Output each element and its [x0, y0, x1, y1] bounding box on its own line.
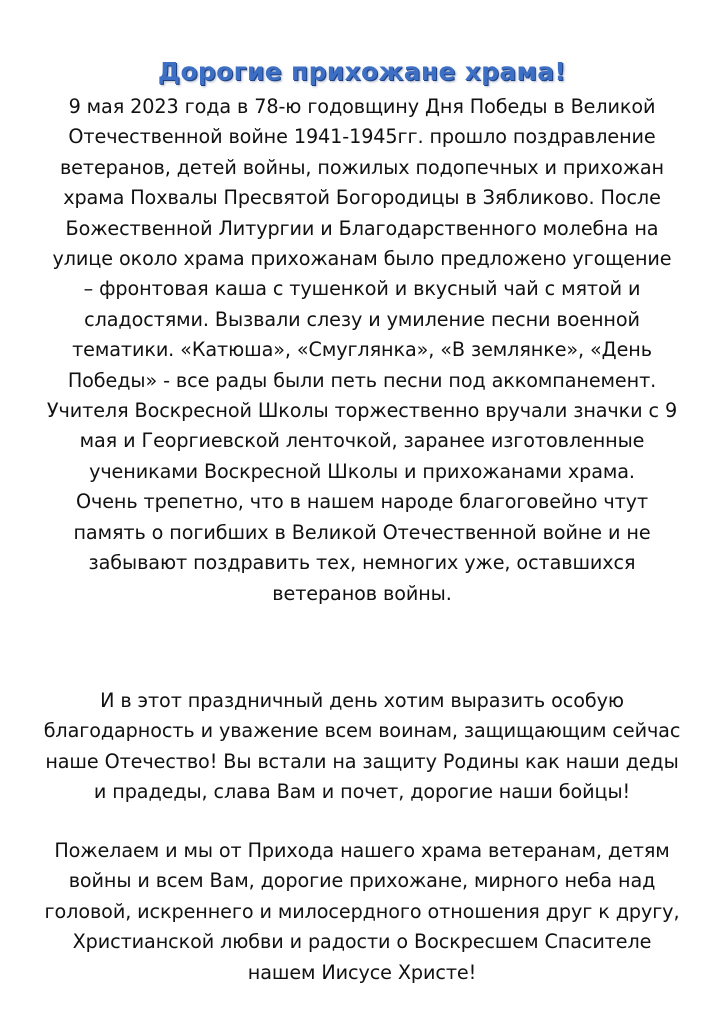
text-line: тематики. «Катюша», «Смуглянка», «В землянке», «День	[72, 338, 652, 362]
text-line: ветеранов, детей войны, пожилых подопечных и прихожан	[59, 155, 665, 179]
text-line: Учителя Воскресной Школы торжественно вручали значки с 9	[46, 399, 678, 423]
text-line: Победы» - все рады были петь песни под аккомпанемент.	[67, 368, 657, 392]
text-line: Божественной Литургии и Благодарственного молебна на	[65, 216, 659, 240]
text-line: Отечественной войне 1941-1945гг. прошло поздравление	[68, 125, 656, 149]
text-line: головой, искреннего и милосердного отношения друг к другу,	[44, 899, 680, 923]
text-line: – фронтовая каша с тушенкой и вкусный чай с мятой и	[83, 277, 641, 301]
text-line: храма Похвалы Пресвятой Богородицы в Зябликово. После	[63, 186, 661, 210]
paragraph-victory-day	[20, 92, 704, 609]
text-line: наше Отечество! Вы встали на защиту Родины как наши деды	[45, 749, 679, 773]
document-title: Дорогие прихожане храма!	[157, 56, 567, 86]
text-line: Очень трепетно, что в нашем народе благоговейно чтут	[75, 490, 649, 514]
text-line: ветеранов войны.	[272, 581, 452, 605]
text-line: Пожелаем и мы от Прихода нашего храма ветеранам, детям	[54, 839, 670, 862]
text-line: войны и всем Вам, дорогие прихожане, мирного неба над	[68, 869, 656, 893]
text-line: Христианской любви и радости о Воскресшем Спасителе	[72, 930, 652, 954]
text-line: учениками Воскресной Школы и прихожанами храма.	[89, 459, 635, 483]
text-line: 9 мая 2023 года в 78-ю годовщину Дня Победы в Великой	[68, 95, 656, 118]
text-line: улице около храма прихожанам было предложено угощение	[52, 247, 672, 271]
text-line: благодарность и уважение всем воинам, защищающим сейчас	[43, 719, 681, 743]
text-line: забывают поздравить тех, немногих уже, оставшихся	[88, 551, 636, 575]
text-line: сладостями. Вызвали слезу и умиление песни военной	[84, 307, 640, 331]
text-line: И в этот праздничный день хотим выразить особую	[100, 689, 624, 712]
paragraph-wishes	[20, 836, 704, 988]
text-line: память о погибших в Великой Отечественной войне и не	[73, 520, 651, 544]
text-line: мая и Георгиевской ленточкой, заранее изготовленные	[79, 429, 645, 453]
text-line: нашем Иисусе Христе!	[247, 960, 477, 984]
paragraph-gratitude	[20, 686, 704, 808]
text-line: и прадеды, слава Вам и почет, дорогие наши бойцы!	[93, 780, 631, 804]
